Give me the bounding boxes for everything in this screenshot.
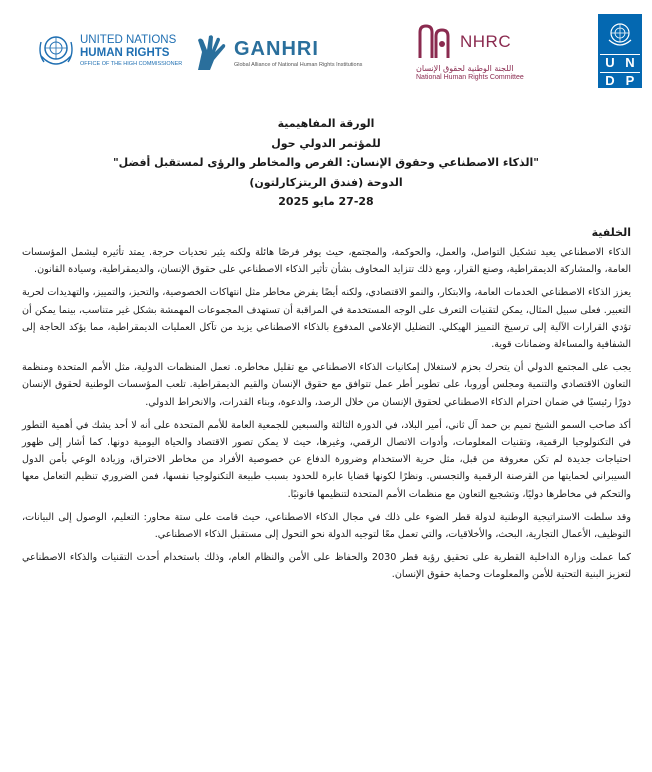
paragraph: يجب على المجتمع الدولي أن يتحرك بحزم لاستغلال إمكانيات الذكاء الاصطناعي مع تقليل مخاطره. تعمل المنظمات الدولية، مثل الأمم المتحدة ومنظمة التعاون الاقتصادي والتنمية ومجلس أوروبا، على تطوير أطر عمل تتوافق مع حقوق الإنسان والقيم الديمقراطية. تلعب المؤسسات الوطنية لحقوق الإنسان دورًا رئيسيًا في ضمان احترام الذكاء الاصطناعي لحقوق الإنسان من خلال الرصد، والدعوة، وبناء القدرات، والانخراط الدولي.: [22, 362, 631, 408]
paragraph: وقد سلطت الاستراتيجية الوطنية لدولة قطر الضوء على ذلك في مجال الذكاء الاصطناعي، حيث قامت على ستة محاور: التعليم، الوصول إلى البيانات، التوظيف، الأعمال التجارية، البحث، والأخلاقيات، والتي تعمل معًا لتوجيه الدولة نحو التحول إلى مستقبل الذكاء الاصطناعي.: [22, 511, 631, 541]
section-heading: الخلفية: [591, 226, 631, 239]
paragraph: يعزز الذكاء الاصطناعي الخدمات العامة، والابتكار، والنمو الاقتصادي، ولكنه أيضًا يفرض مخاطر مثل انتهاكات الخصوصية، والتحيز، والتمييز، والتهديدات لحرية التعبير. فعلى سبيل المثال، يمكن لتقنيات التعرف على الوجه المستخدمة في المراقبة أن تستهدف المجموعات المهمشة بشكل غير متناسب، بينما يمكن أن تؤدي القرارات الآلية إلى ترسيخ التمييز الهيكلي. التضليل الإعلامي المدفوع بالذكاء الاصطناعي يزيد من تآكل العمليات الديمقراطية، مما يؤكد الحاجة إلى الشفافية والمساءلة وضمانات قوية.: [22, 287, 631, 351]
undp-letter: P: [620, 72, 640, 88]
paragraph: أكد صاحب السمو الشيخ تميم بن حمد آل ثاني، أمير البلاد، في الدورة الثالثة والسبعين للجمعية العامة للأمم المتحدة على أنه لا أحد يشك في أهمية التطور في التكنولوجيا الرقمية، وتقنيات المعلومات، وأدوات الاتصال الرقمي، وغيرها، حيث لا يمكن تصور الاقتصاد والحياة اليومية دونها. كما أشار إلى ظهور احتياجات جديدة لم تكن معروفة من قبل، مثل حرية الاستخدام وضرورة الدفاع عن خصوصية الأفراد من مخاطر الاختراق، وزيادة الوعي بأمن الدول السيبراني لحمايتها من القرصنة الرقمية والتجسس. ونظرًا لكونها قضايا عابرة للحدود بسبب طبيعة التكنولوجيا نفسها، فمن الضروري تنظيم التعامل معها والتحكم في مخاطرها دوليًا، وتشجيع التعاون مع منظمات الأمم المتحدة لتنظيمها قانونيًا.: [22, 419, 631, 500]
doc-subtitle: للمؤتمر الدولي حول: [271, 136, 381, 150]
doc-title: الورقة المفاهيمية: [277, 117, 375, 130]
logo-bar: [0, 10, 652, 90]
nhrc-mark-icon: [416, 22, 454, 62]
un-human-rights-logo: [36, 30, 186, 80]
ganhri-name: GANHRI: [234, 38, 319, 60]
undp-letter: D: [600, 72, 620, 88]
paragraph: كما عملت وزارة الداخلية القطرية على تحقيق رؤية قطر 2030 والحفاظ على الأمن والنظام العام، وذلك باستخدام أحدث التقنيات والذكاء الاصطناعي لتعزيز البنية التحتية للأمن والمعلومات وحماية حقوق الإنسان.: [22, 552, 631, 581]
undp-letter: N: [620, 54, 640, 70]
unhr-line-2: HUMAN RIGHTS: [80, 47, 170, 59]
conference-name: "الذكاء الاصطناعي وحقوق الإنسان: الفرص والمخاطر والرؤى لمستقبل أفضل": [112, 156, 540, 169]
nhrc-name: NHRC: [460, 32, 512, 51]
conference-venue: الدوحة (فندق الريتزكارلتون): [249, 175, 403, 189]
un-emblem-icon: [36, 30, 76, 70]
conference-date: 27-28 مايو 2025: [278, 195, 374, 208]
nhrc-english-name: National Human Rights Committee: [416, 74, 524, 81]
hand-icon: [192, 32, 228, 72]
undp-letter: U: [600, 54, 620, 70]
unhr-line-3: OFFICE OF THE HIGH COMMISSIONER: [80, 61, 183, 67]
ganhri-subtitle: Global Alliance of National Human Rights Institutions: [234, 62, 363, 68]
unhr-line-1: UNITED NATIONS: [80, 34, 177, 46]
nhrc-arabic-name: اللجنة الوطنية لحقوق الإنسان: [416, 64, 514, 73]
paragraph: الذكاء الاصطناعي يعيد تشكيل التواصل، والعمل، والحوكمة، والمجتمع، حيث يوفر فرصًا هائلة ولكنه يثير تحديات حرجة. يمتد تأثيره ليشمل المؤسسات العامة، والمشاركة الديمقراطية، وصنع القرار، ومع ذلك تتزايد المخاوف بشأن تأثير الذكاء الاصطناعي على حقوق الإنسان، والديمقراطية، وسيادة القانون.: [22, 247, 631, 276]
ganhri-logo: [192, 32, 372, 82]
un-emblem-icon: [604, 18, 636, 50]
undp-logo: [598, 14, 642, 88]
background-section: [22, 226, 631, 590]
title-block: [0, 114, 652, 212]
nhrc-logo: [416, 22, 536, 82]
